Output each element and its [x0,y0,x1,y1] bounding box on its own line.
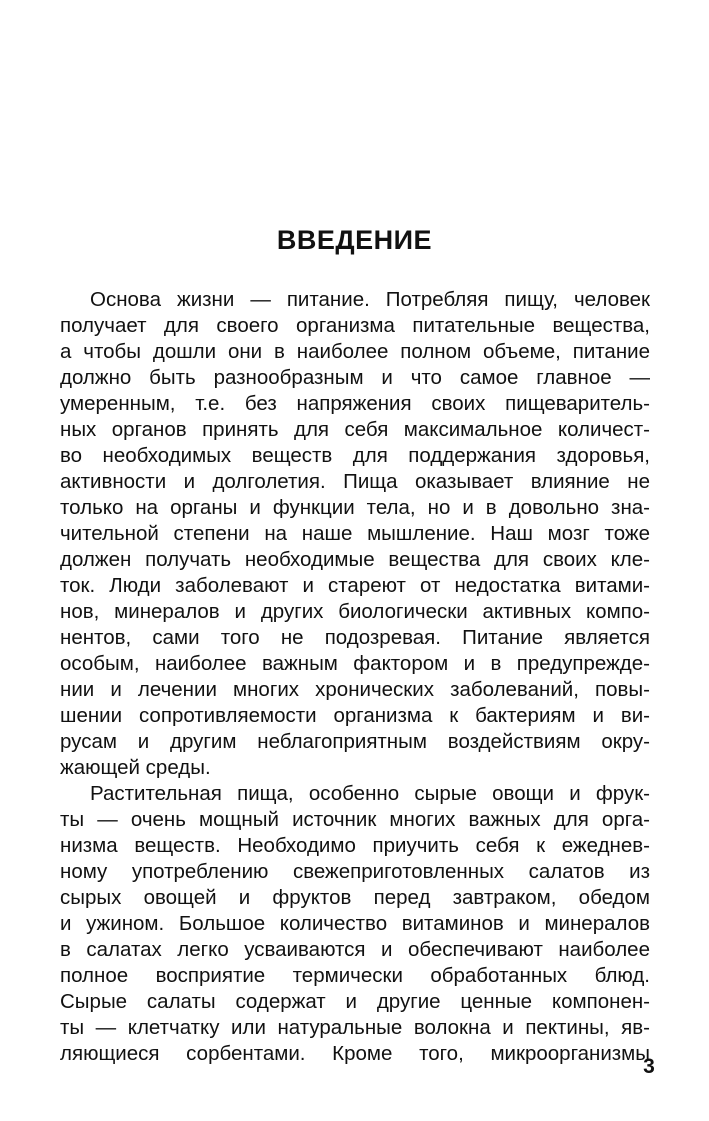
text-line: нов, минералов и других биологически активных компо- [60,600,650,623]
text-line: должен получать необходимые вещества для своих кле- [60,548,650,571]
text-line: чительной степени на наше мышление. Наш мозг тоже [60,522,650,545]
text-line: Растительная пища, особенно сырые овощи и фрук- [90,782,650,805]
text-line: ляющиеся сорбентами. Кроме того, микроорганизмы [60,1042,650,1065]
text-line: особым, наиболее важным фактором и в предупрежде- [60,652,650,675]
text-line: ты — очень мощный источник многих важных для орга- [60,808,650,831]
paragraph-2 [60,781,650,1067]
text-line: нии и лечении многих хронических заболеваний, повы- [60,678,650,701]
text-line: только на органы и функции тела, но и в довольно зна- [60,496,650,519]
text-line: шении сопротивляемости организма к бактериям и ви- [60,704,650,727]
text-line: получает для своего организма питательные вещества, [60,314,650,337]
body-text [60,287,650,1067]
text-line: полное восприятие термически обработанных блюд. [60,964,650,987]
text-line: а чтобы дошли они в наиболее полном объеме, питание [60,340,650,363]
text-line: сырых овощей и фруктов перед завтраком, обедом [60,886,650,909]
text-line: русам и другим неблагоприятным воздействиям окру- [60,730,650,753]
text-line: ток. Люди заболевают и стареют от недостатка витами- [60,574,650,597]
text-line: ты — клетчатку или натуральные волокна и пектины, яв- [60,1016,650,1039]
text-line: ному употреблению свежеприготовленных салатов из [60,860,650,883]
text-line: ных органов принять для себя максимальное количест- [60,418,650,441]
text-line: умеренным, т.е. без напряжения своих пищеваритель- [60,392,650,415]
text-line: и ужином. Большое количество витаминов и минералов [60,912,650,935]
text-line: низма веществ. Необходимо приучить себя к ежеднев- [60,834,650,857]
text-line: Сырые салаты содержат и другие ценные компонен- [60,990,650,1013]
page-number: 3 [643,1055,655,1078]
text-line: Основа жизни — питание. Потребляя пищу, человек [90,288,650,311]
text-line: во необходимых веществ для поддержания здоровья, [60,444,650,467]
text-line: нентов, сами того не подозревая. Питание является [60,626,650,649]
text-line: активности и долголетия. Пища оказывает влияние не [60,470,650,493]
text-line: жающей среды. [60,756,211,779]
page-title: ВВЕДЕНИЕ [276,225,433,255]
text-line: должно быть разнообразным и что самое главное — [60,366,650,389]
paragraph-1 [60,287,650,781]
text-line: в салатах легко усваиваются и обеспечивают наиболее [60,938,650,961]
